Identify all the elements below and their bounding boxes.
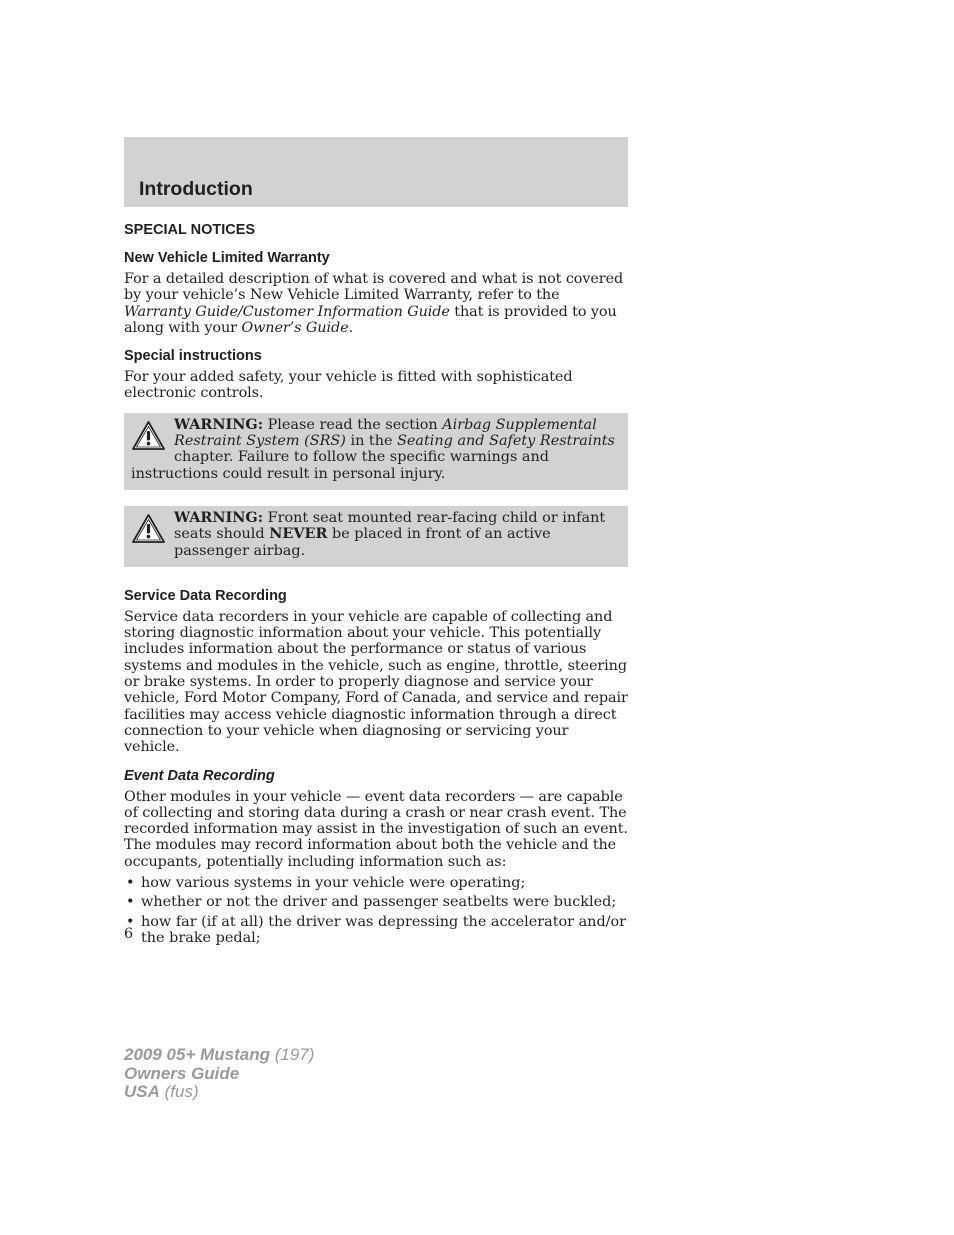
airbag-warning-box: WARNING: Please read the section Airbag Supplemental Restraint System (SRS) in the Seating and Safety Restraints chapter. Failure to follow the specific warnings and instructions could result in personal injury. [124, 413, 628, 490]
event-data-list [124, 875, 628, 946]
warning-triangle-icon [131, 420, 166, 452]
footer-line-model: 2009 05+ Mustang (197) [124, 1045, 315, 1064]
service-data-heading: Service Data Recording [124, 587, 287, 604]
section-header-band [124, 137, 628, 207]
warranty-paragraph: For a detailed description of what is covered and what is not covered by your vehicle’s New Vehicle Limited Warranty, refer to the Warranty Guide/Customer Information Guide that is provided to you along with your Owner’s Guide. [124, 271, 624, 336]
document-footer [124, 1046, 314, 1102]
special-instructions-paragraph: For your added safety, your vehicle is fitted with sophisticated electronic controls. [124, 369, 573, 402]
warning-triangle-icon [131, 513, 166, 545]
warranty-heading: New Vehicle Limited Warranty [124, 250, 330, 266]
footer-line-guide: Owners Guide [124, 1063, 240, 1083]
list-item: • how various systems in your vehicle were operating; [126, 875, 526, 892]
footer-line-region: USA (fus) [124, 1082, 199, 1101]
page-number: 6 [124, 926, 134, 942]
event-data-paragraph: Other modules in your vehicle — event data recorders — are capable of collecting and storing data during a crash or near crash event. The recorded information may assist in the investigation of such an event. The modules may record information about both the vehicle and the occupants, potentially including information such as: [124, 788, 628, 870]
list-item: • how far (if at all) the driver was depressing the accelerator and/or the brake pedal; [126, 913, 627, 946]
special-notices-heading: SPECIAL NOTICES [124, 222, 256, 238]
child-seat-warning-box: WARNING: Front seat mounted rear-facing child or infant seats should NEVER be placed in front of an active passenger airbag. [124, 506, 628, 567]
event-data-heading: Event Data Recording [124, 767, 275, 784]
service-data-paragraph: Service data recorders in your vehicle are capable of collecting and storing diagnostic information about your vehicle. This potentially includes information about the performance or status of various systems and modules in the vehicle, such as engine, throttle, steering or brake systems. In order to properly diagnose and service your vehicle, Ford Motor Company, Ford of Canada, and service and repair facilities may access vehicle diagnostic information through a direct connection to your vehicle when diagnosing or servicing your vehicle. [124, 608, 628, 756]
list-item: • whether or not the driver and passenger seatbelts were buckled; [126, 894, 617, 911]
special-instructions-heading: Special instructions [124, 348, 262, 365]
page-content [124, 218, 628, 949]
section-title: Introduction [139, 178, 253, 200]
